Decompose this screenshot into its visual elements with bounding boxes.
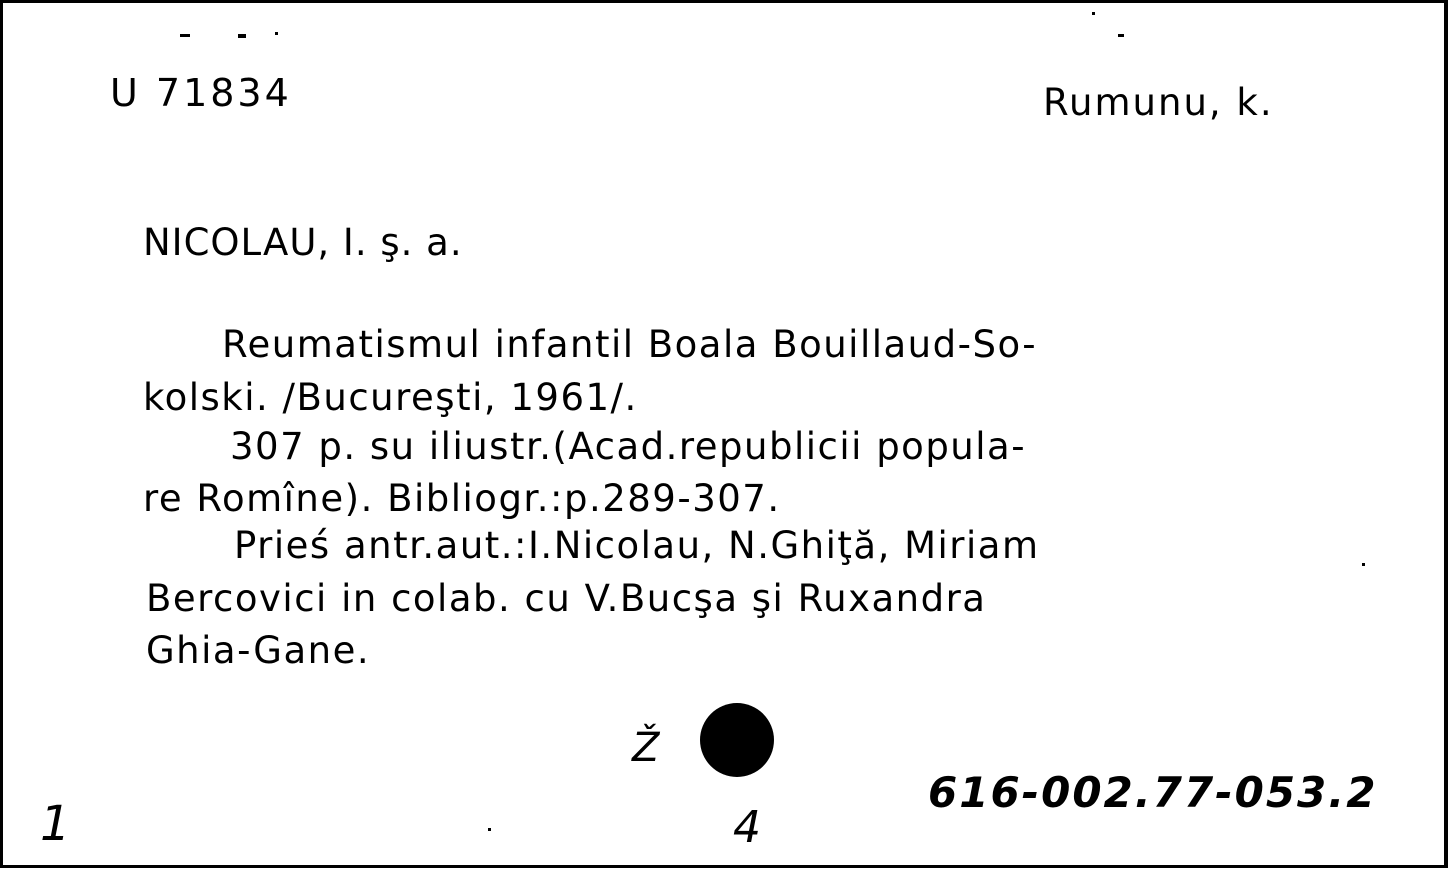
scan-speck	[275, 32, 278, 35]
scan-speck	[1118, 34, 1124, 37]
handwritten-card-number: 1	[40, 796, 71, 852]
description-line: Prieś antr.aut.:I.Nicolau, N.Ghiţă, Miriam	[234, 524, 1040, 567]
description-line: 307 p. su iliustr.(Acad.republicii popula-	[230, 425, 1027, 468]
scan-speck	[238, 34, 246, 38]
scan-speck	[1362, 563, 1365, 566]
description-line: kolski. /Bucureşti, 1961/.	[143, 376, 638, 419]
scan-speck	[1092, 12, 1095, 15]
description-line: Reumatismul infantil Boala Bouillaud-So-	[222, 323, 1038, 366]
scan-speck	[488, 828, 491, 831]
description-line: Ghia-Gane.	[146, 629, 371, 672]
scan-speck	[180, 34, 190, 37]
handwritten-copies: 4	[733, 802, 761, 853]
classification-heading: Rumunu, k.	[1043, 81, 1274, 124]
punch-hole	[700, 703, 774, 777]
description-line: Bercovici in colab. cu V.Bucşa şi Ruxandra	[146, 577, 987, 620]
author-heading: NICOLAU, I. ş. a.	[143, 221, 463, 264]
handwritten-udc-code: 616-002.77-053.2	[928, 768, 1378, 817]
description-line: re Romîne). Bibliogr.:p.289-307.	[143, 477, 781, 520]
call-number: U 71834	[110, 71, 292, 115]
handwritten-mark: Ž	[632, 725, 660, 771]
